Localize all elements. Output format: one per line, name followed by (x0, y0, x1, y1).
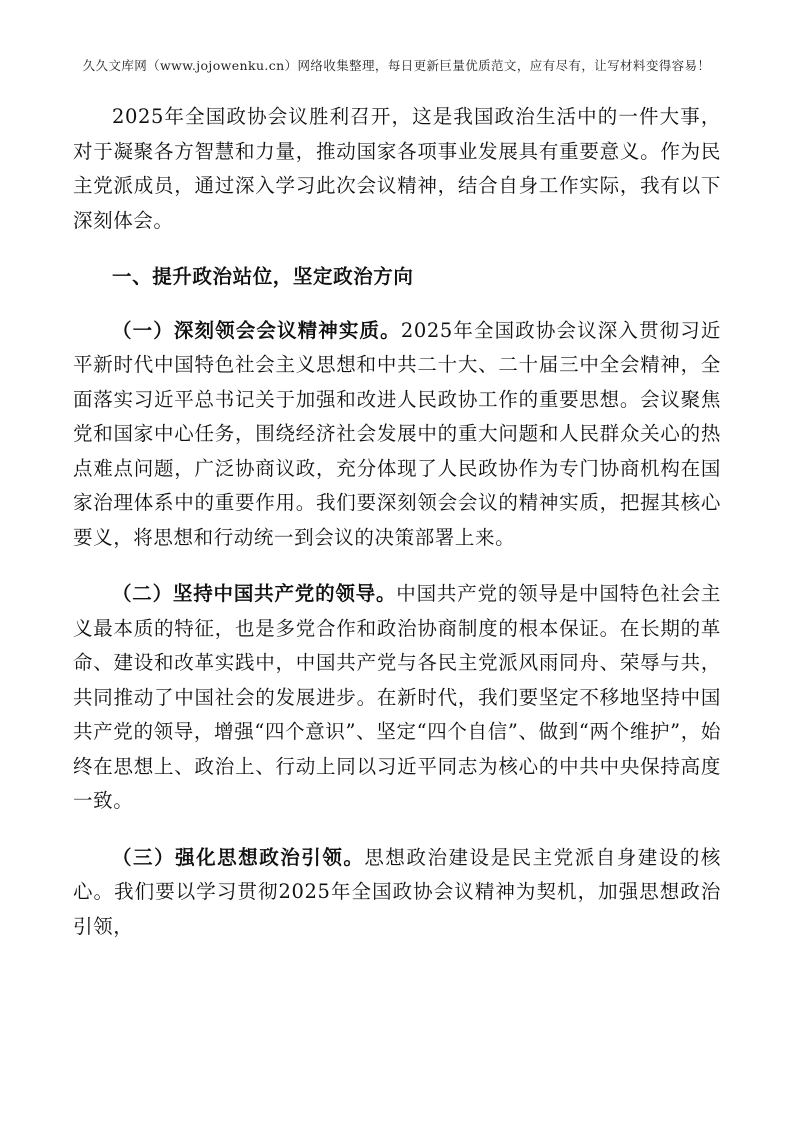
document-body (73, 100, 721, 966)
paragraph-3 (73, 841, 721, 945)
source-header-note: 久久文库网（www.jojowenku.cn）网络收集整理，每日更新巨量优质范文，应有尽有，让写材料变得容易！ (82, 58, 711, 73)
paragraph-2-lead: （二）坚持中国共产党的领导。 (112, 582, 397, 605)
paragraph-2 (73, 577, 721, 819)
section-heading-text: 一、提升政治站位，坚定政治方向 (112, 265, 414, 288)
intro-paragraph: 2025年全国政协会议胜利召开，这是我国政治生活中的一件大事，对于凝聚各方智慧和力量，推动国家各项事业发展具有重要意义。作为民主党派成员，通过深入学习此次会议精神，结合自身工作实际，我有以下深刻体会。 (73, 105, 721, 232)
paragraph-3-lead: （三）强化思想政治引领。 (112, 845, 365, 869)
paragraph-1-lead: （一）深刻领会会议精神实质。 (112, 318, 401, 342)
section-heading (73, 260, 721, 295)
paragraph-1 (73, 314, 721, 556)
paragraph-2-body: 中国共产党的领导是中国特色社会主义最本质的特征，也是多党合作和政治协商制度的根本保证。在长期的革命、建设和改革实践中，中国共产党与各民主党派风雨同舟、荣辱与共，共同推动了中国社会的发展进步。在新时代，我们要坚定不移地坚持中国共产党的领导，增强“四个意识”、坚定“四个自信”、做到“两个维护”，始终在思想上、政治上、行动上同以习近平同志为核心的中共中央保持高度一致。 (73, 582, 721, 812)
paragraph-1-body: 2025年全国政协会议深入贯彻习近平新时代中国特色社会主义思想和中共二十大、二十届三中全会精神，全面落实习近平总书记关于加强和改进人民政协工作的重要思想。会议聚焦党和国家中心任务，围绕经济社会发展中的重大问题和人民群众关心的热点难点问题，广泛协商议政，充分体现了人民政协作为专门协商机构在国家治理体系中的重要作用。我们要深刻领会会议的精神实质，把握其核心要义，将思想和行动统一到会议的决策部署上来。 (73, 318, 722, 549)
paragraph-3-body: 思想政治建设是民主党派自身建设的核心。我们要以学习贯彻2025年全国政协会议精神为契机，加强思想政治引领， (73, 845, 722, 938)
